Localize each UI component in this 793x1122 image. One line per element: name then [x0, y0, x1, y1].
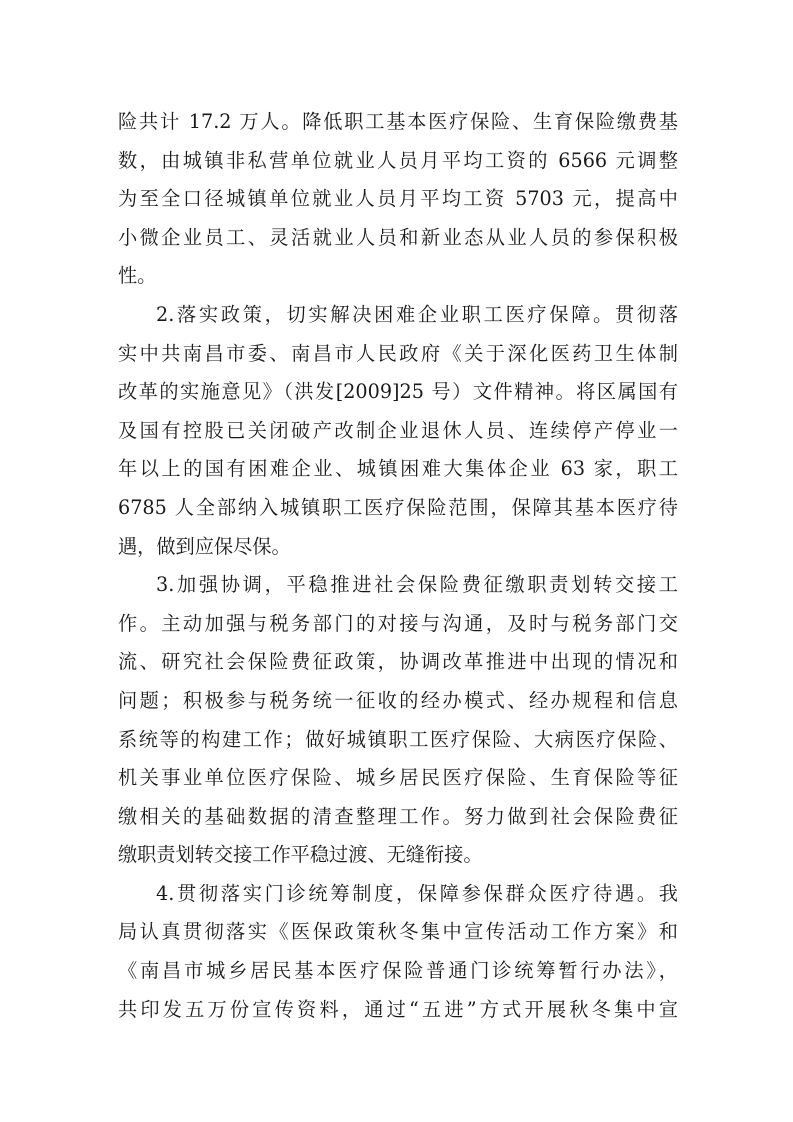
- text-line: 为至全口径城镇单位就业人员月平均工资 5703 元，提高中: [118, 187, 678, 211]
- text-line: 缴相关的基础数据的清查整理工作。努力做到社会保险费征: [118, 804, 678, 828]
- text-line: 及国有控股已关闭破产改制企业退休人员、连续停产停业一: [118, 418, 678, 442]
- text-line: 遇，做到应保尽保。: [118, 534, 291, 558]
- text-line: 缴职责划转交接工作平稳过渡、无缝衔接。: [118, 843, 483, 867]
- text-line: 流、研究社会保险费征政策，协调改革推进中出现的情况和: [118, 650, 678, 674]
- text-line: 局认真贯彻落实《医保政策秋冬集中宣传活动工作方案》和: [118, 920, 678, 944]
- text-line: 《南昌市城乡居民基本医疗保险普通门诊统筹暂行办法》，: [118, 959, 678, 983]
- body-text: [118, 103, 678, 1029]
- text-line: 3.加强协调，平稳推进社会保险费征缴职责划转交接工: [156, 573, 678, 597]
- text-line: 2.落实政策，切实解决困难企业职工医疗保障。贯彻落: [156, 302, 678, 326]
- text-line: 数，由城镇非私营单位就业人员月平均工资的 6566 元调整: [118, 148, 678, 172]
- text-line: 年以上的国有困难企业、城镇困难大集体企业 63 家，职工: [118, 457, 678, 481]
- text-line: 性。: [118, 264, 157, 288]
- text-line: 问题；积极参与税务统一征收的经办模式、经办规程和信息: [118, 688, 678, 712]
- text-line: 险共计 17.2 万人。降低职工基本医疗保险、生育保险缴费基: [118, 110, 678, 133]
- text-line: 作。主动加强与税务部门的对接与沟通，及时与税务部门交: [118, 611, 678, 635]
- text-line: 实中共南昌市委、南昌市人民政府《关于深化医药卫生体制: [118, 341, 678, 365]
- text-line: 机关事业单位医疗保险、城乡居民医疗保险、生育保险等征: [118, 766, 678, 790]
- text-line: 共印发五万份宣传资料，通过“五进”方式开展秋冬集中宣: [118, 997, 678, 1021]
- text-line: 4.贯彻落实门诊统筹制度，保障参保群众医疗待遇。我: [156, 881, 678, 905]
- text-line: 小微企业员工、灵活就业人员和新业态从业人员的参保积极: [118, 225, 678, 249]
- text-line: 改革的实施意见》（洪发[2009]25 号）文件精神。将区属国有: [118, 380, 678, 404]
- text-line: 6785 人全部纳入城镇职工医疗保险范围，保障其基本医疗待: [118, 495, 678, 519]
- text-line: 系统等的构建工作；做好城镇职工医疗保险、大病医疗保险、: [118, 727, 678, 751]
